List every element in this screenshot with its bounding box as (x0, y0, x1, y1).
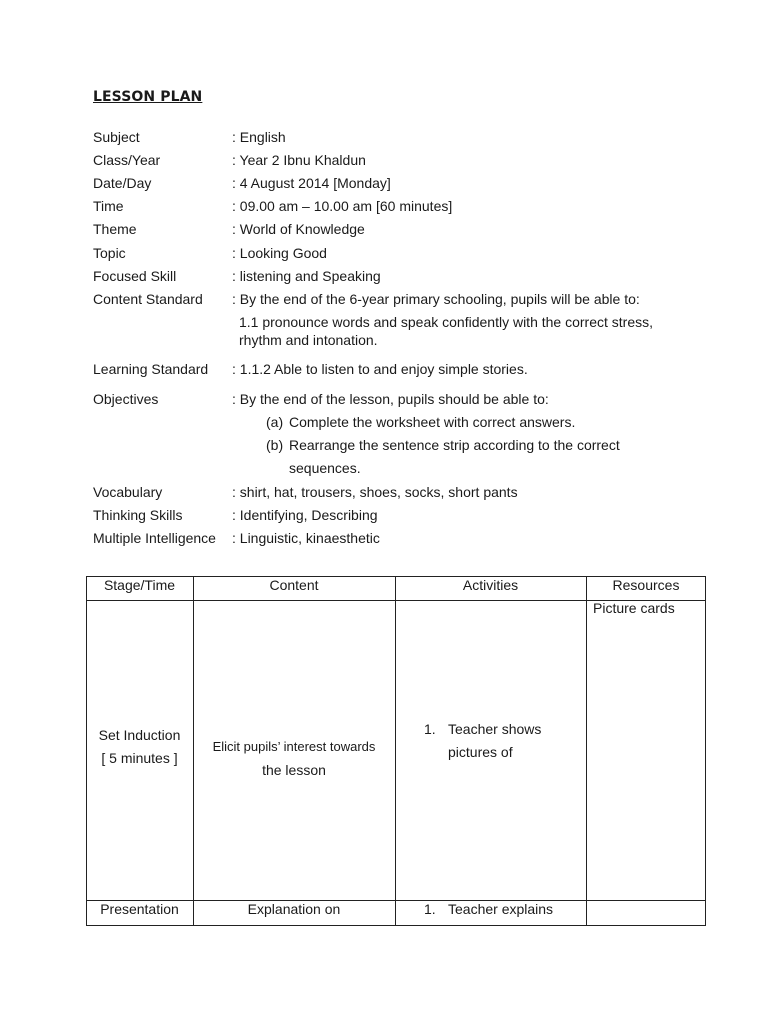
cell-content-line: the lesson (262, 762, 326, 778)
field-value: : Identifying, Describing (232, 507, 378, 523)
table-column-divider (586, 576, 587, 926)
content-standard-detail-line2: rhythm and intonation. (239, 332, 378, 348)
table-border-bottom (86, 925, 706, 926)
cell-activity-line: Teacher explains (448, 901, 554, 917)
objective-continuation: sequences. (289, 460, 361, 476)
cell-activity-line: pictures of (448, 744, 513, 760)
objective-text: Rearrange the sentence strip according to the correct (289, 437, 620, 453)
table-border-right (705, 576, 706, 926)
field-label: Thinking Skills (93, 507, 183, 523)
cell-stage-line: [ 5 minutes ] (101, 750, 178, 766)
page-title: LESSON PLAN (93, 89, 203, 105)
field-label: Multiple Intelligence (93, 530, 216, 546)
lesson-table (86, 576, 706, 926)
field-label: Objectives (93, 391, 159, 407)
cell-activity-number: 1. (424, 901, 436, 917)
cell-content-line: Elicit pupils’ interest towards (212, 739, 376, 754)
content-standard-detail-line1: 1.1 pronounce words and speak confidently with the correct stress, (239, 314, 653, 330)
field-label: Subject (93, 129, 140, 145)
field-label: Content Standard (93, 291, 203, 307)
field-label: Topic (93, 245, 126, 261)
cell-resources: Picture cards (593, 600, 675, 616)
field-value: : World of Knowledge (232, 221, 365, 237)
field-value: : 4 August 2014 [Monday] (232, 175, 391, 191)
cell-stage-line: Set Induction (98, 727, 181, 743)
field-label: Focused Skill (93, 268, 177, 284)
table-column-divider (395, 576, 396, 926)
field-value: : Year 2 Ibnu Khaldun (232, 152, 366, 168)
objective-marker: (a) (266, 414, 284, 430)
table-header-activities: Activities (462, 577, 519, 593)
table-header-stage-time: Stage/Time (103, 577, 176, 593)
field-value: : English (232, 129, 286, 145)
field-label: Date/Day (93, 175, 152, 191)
field-value: : By the end of the 6-year primary schooling, pupils will be able to: (232, 291, 640, 307)
objective-text: Complete the worksheet with correct answers. (289, 414, 576, 430)
field-label: Class/Year (93, 152, 161, 168)
objective-marker: (b) (266, 437, 284, 453)
table-header-resources: Resources (612, 577, 680, 593)
cell-stage-line: Presentation (100, 901, 179, 917)
field-value: : 09.00 am – 10.00 am [60 minutes] (232, 198, 453, 214)
field-label: Learning Standard (93, 361, 209, 377)
field-label: Theme (93, 221, 137, 237)
field-value: : Linguistic, kinaesthetic (232, 530, 380, 546)
cell-content-line: Explanation on (247, 901, 341, 917)
field-label: Vocabulary (93, 484, 163, 500)
field-value: : Looking Good (232, 245, 327, 261)
field-value: : 1.1.2 Able to listen to and enjoy simple stories. (232, 361, 528, 377)
cell-activity-number: 1. (424, 721, 436, 737)
table-header-content: Content (269, 577, 319, 593)
cell-activity-line: Teacher shows (448, 721, 542, 737)
field-value: : listening and Speaking (232, 268, 381, 284)
field-value: : By the end of the lesson, pupils should be able to: (232, 391, 549, 407)
field-value: : shirt, hat, trousers, shoes, socks, short pants (232, 484, 518, 500)
field-label: Time (93, 198, 124, 214)
